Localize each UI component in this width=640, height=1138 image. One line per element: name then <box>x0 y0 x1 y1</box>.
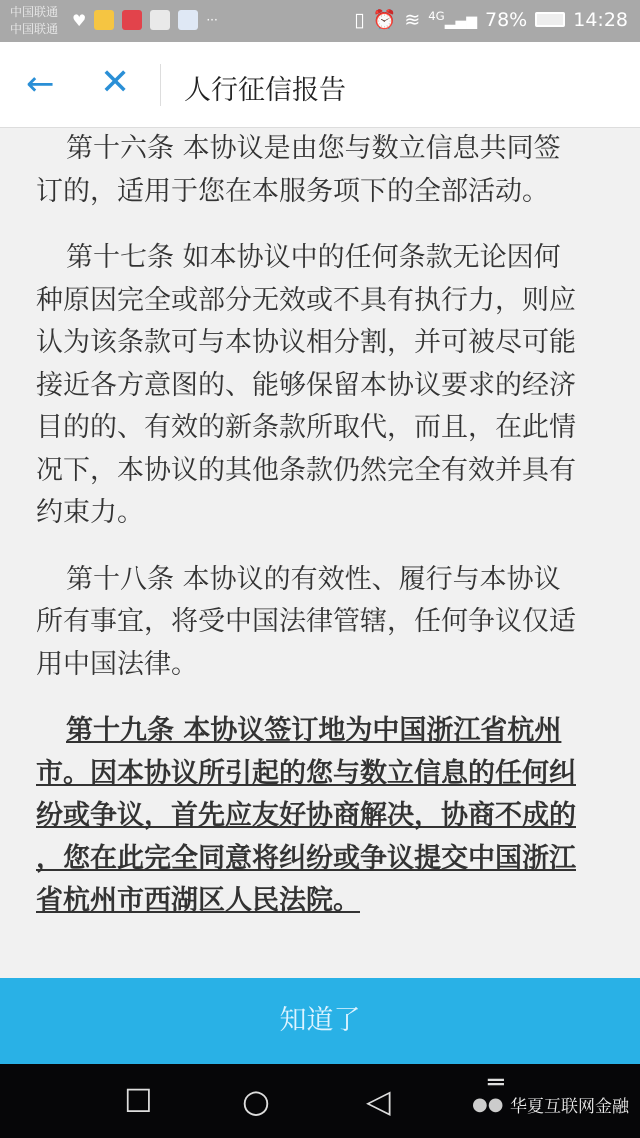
carrier-2: 中国联通 <box>10 22 59 36</box>
clause-line: 省杭州市西湖区人民法院。 <box>36 885 360 916</box>
more-notifications: ··· <box>206 13 218 27</box>
clause-line: 种原因完全或部分无效或不具有执行力，则应 <box>36 284 576 316</box>
clause-line: 市。因本协议所引起的您与数立信息的任何纠 <box>36 757 576 789</box>
system-nav-bar <box>0 1064 640 1138</box>
video-app-icon <box>178 10 198 30</box>
clause-line: 第十九条 本协议签订地为中国浙江省杭州 <box>66 715 562 746</box>
header-divider <box>160 64 161 106</box>
recent-apps-icon[interactable]: ☐ <box>124 1082 153 1120</box>
carrier-info <box>10 4 58 38</box>
app-header <box>0 42 640 128</box>
carrier-1: 中国联通 <box>10 5 59 19</box>
agreement-text <box>36 128 611 947</box>
clause-line: 认为该条款可与本协议相分割，并可被尽可能 <box>36 327 576 358</box>
back-arrow-icon[interactable]: ← <box>26 64 55 104</box>
battery-icon <box>535 12 565 27</box>
wechat-icon: ●● <box>472 1094 504 1115</box>
status-right <box>354 8 628 31</box>
clause-line: 第十六条 本协议是由您与数立信息共同签 <box>66 133 561 164</box>
signal-icon: $^{4G}$▂▄▆ <box>428 9 477 30</box>
clause-line: 况下，本协议的其他条款仍然完全有效并具有 <box>36 454 576 486</box>
weibo-icon <box>94 10 114 30</box>
notification-icons <box>72 10 218 30</box>
clause-line: 第十八条 本协议的有效性、履行与本协议 <box>66 563 561 595</box>
battery-percent: 78% <box>485 8 528 31</box>
menu-icon[interactable]: ═ <box>488 1068 504 1098</box>
status-bar <box>0 0 640 42</box>
clause-line: 所有事宜，将受中国法律管辖，任何争议仅适 <box>36 606 576 637</box>
clause-line: 订的，适用于您在本服务项下的全部活动。 <box>36 175 549 207</box>
clause-line: ，您在此完全同意将纠纷或争议提交中国浙江 <box>36 842 576 874</box>
agreement-clause <box>36 128 611 213</box>
clause-line: 纷或争议，首先应友好协商解决，协商不成的 <box>36 800 576 831</box>
watermark-text: 华夏互联网金融 <box>510 1097 629 1117</box>
health-icon: ♥ <box>72 10 87 30</box>
clause-line: 接近各方意图的、能够保留本协议要求的经济 <box>36 369 576 401</box>
agreement-clause <box>36 710 611 923</box>
vibrate-icon: ▯ <box>354 8 365 31</box>
home-icon[interactable]: ○ <box>242 1082 270 1120</box>
wifi-icon: ≋ <box>404 8 421 31</box>
agreement-clause <box>36 559 611 687</box>
page-title: 人行征信报告 <box>184 75 346 106</box>
clause-line: 用中国法律。 <box>36 648 198 680</box>
clause-line: 目的的、有效的新条款所取代，而且，在此情 <box>36 412 576 443</box>
confirm-button[interactable]: 知道了 <box>0 978 640 1064</box>
clause-line: 约束力。 <box>36 497 144 528</box>
clock: 14:28 <box>573 8 628 31</box>
back-triangle-icon[interactable]: ◁ <box>366 1082 391 1120</box>
alarm-icon: ⏰ <box>372 9 397 31</box>
map-app-icon <box>150 10 170 30</box>
news-app-icon <box>122 10 142 30</box>
close-icon[interactable]: ✕ <box>100 62 131 103</box>
clause-line: 第十七条 如本协议中的任何条款无论因何 <box>66 242 561 273</box>
agreement-clause <box>36 237 611 535</box>
